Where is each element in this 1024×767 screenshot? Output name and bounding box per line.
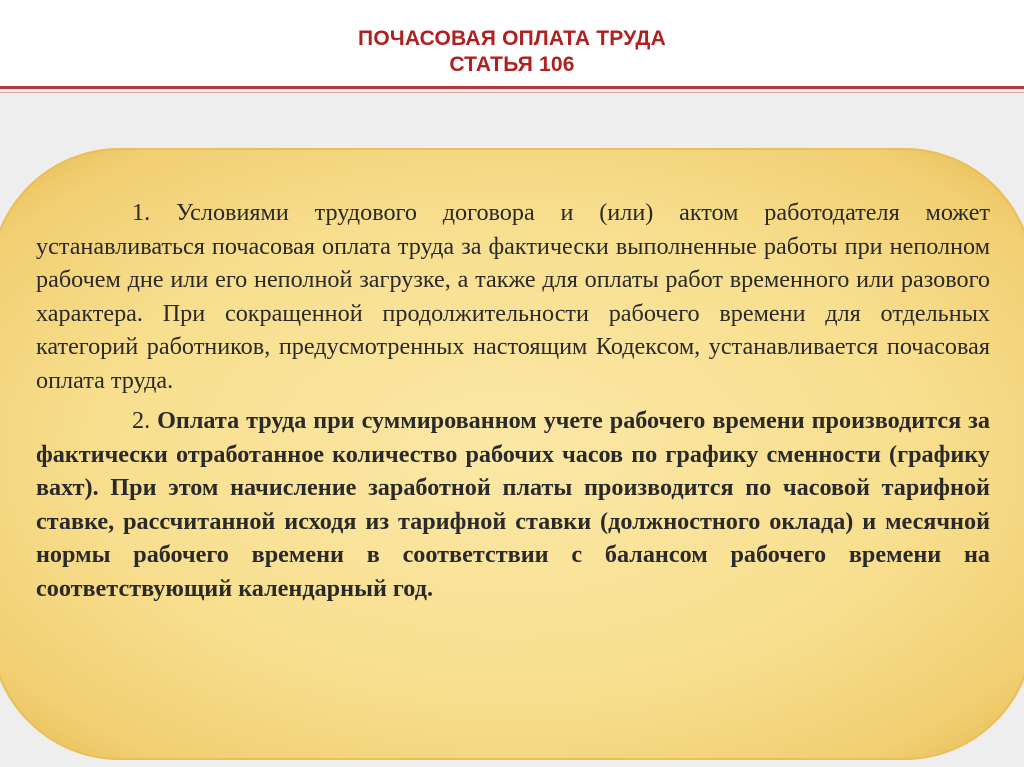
title-line-2: СТАТЬЯ 106 <box>449 53 575 76</box>
article-text <box>36 196 990 605</box>
page-title <box>0 26 1024 78</box>
paragraph-2 <box>36 404 990 605</box>
paragraph-1-number: 1. <box>132 199 151 226</box>
paragraph-1-text: Условиями трудового договора и (или) актом работодателя может устанавливаться почасовая оплата труда за фактически выполненные работы при неполном рабочем дне или его неполной загрузке, а также для оплаты работ временного или разового характера. При сокращенной продолжительности рабочего времени для отдельных категорий работников, предусмотренных настоящим Кодексом, устанавливается почасовая оплата труда. <box>36 199 991 394</box>
title-line-1: ПОЧАСОВАЯ ОПЛАТА ТРУДА <box>358 27 666 50</box>
paragraph-2-number: 2. <box>132 407 151 434</box>
paragraph-2-text: Оплата труда при суммированном учете рабочего времени производится за фактически отработанное количество рабочих часов по графику сменности (графику вахт). При этом начисление заработной платы производится по часовой тарифной ставке, рассчитанной исходя из тарифной ставки (должностного оклада) и месячной нормы рабочего времени в соответствии с балансом рабочего времени на соответствующий календарный год. <box>36 407 990 602</box>
slide-header <box>0 0 1024 89</box>
header-divider <box>0 92 1024 93</box>
paragraph-1 <box>36 196 990 397</box>
